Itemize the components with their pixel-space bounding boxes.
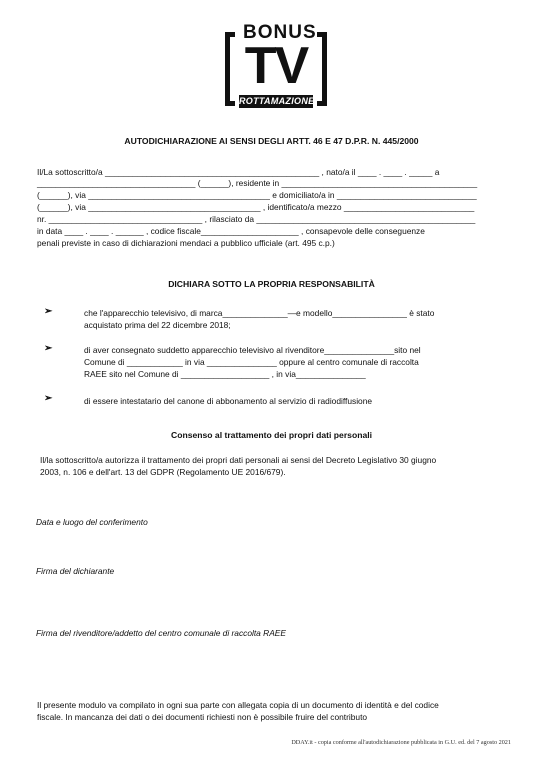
logo-bonus-text: BONUS: [243, 22, 317, 43]
consent-heading: Consenso al trattamento dei propri dati personali: [170, 430, 373, 440]
form-line: penali previste in caso di dichiarazioni mendaci a pubblico ufficiale (art. 495 c.p.): [37, 238, 335, 248]
consent-line: Il/la sottoscritto/a autorizza il trattamento dei propri dati personali ai sensi del Decreto Legislativo 30 giugno: [40, 455, 437, 465]
form-line: (______), via _____________________________________ , identificato/a mezzo ____________________________: [37, 202, 475, 212]
bullet-line: Comune di ____________ in via _______________ oppure al centro comunale di raccolta: [84, 357, 419, 367]
declaration-heading: DICHIARA SOTTO LA PROPRIA RESPONSABILITÀ: [168, 279, 375, 289]
bullet-arrow-icon: ➢: [44, 343, 53, 354]
form-line: (______), via _______________________________________ e domiciliato/a in ______________________________: [37, 190, 477, 200]
bullet-line: RAEE sito nel Comune di ___________________ , in via_______________: [84, 369, 366, 379]
note-line: Il presente modulo va compilato in ogni sua parte con allegata copia di un documento di identità e del codice: [37, 700, 439, 710]
form-line: in data ____ . ____ . ______ , codice fiscale_____________________ , consapevole delle conseguenze: [37, 226, 425, 236]
bullet-line: che l'apparecchio televisivo, di marca______________—e modello________________ è stato: [84, 308, 435, 318]
footer-note: DDAY.it - copia conforme all'autodichiarazione pubblicata in G.U. ed. del 7 agosto 2021: [291, 739, 511, 746]
bullet-line: di aver consegnato suddetto apparecchio televisivo al rivenditore_______________sito nel: [84, 345, 421, 355]
document-heading: AUTODICHIARAZIONE AI SENSI DEGLI ARTT. 46 E 47 D.P.R. N. 445/2000: [124, 136, 419, 146]
form-line: __________________________________ (______), residente in __________________________________________: [37, 178, 478, 188]
logo-subtitle: ROTTAMAZIONE: [239, 96, 315, 106]
declarant-signature-label: Firma del dichiarante: [36, 566, 115, 576]
bullet-arrow-icon: ➢: [44, 306, 53, 317]
consent-line: 2003, n. 106 e dell'art. 13 del GDPR (Regolamento UE 2016/679).: [40, 467, 286, 477]
bullet-line: acquistato prima del 22 dicembre 2018;: [84, 320, 231, 330]
bonus-tv-logo: [225, 23, 327, 115]
form-line: nr. _________________________________ , rilasciato da _______________________________________________: [37, 214, 476, 224]
bullet-line: di essere intestatario del canone di abbonamento al servizio di radiodiffusione: [84, 396, 373, 406]
place-date-field-label: Data e luogo del conferimento: [36, 517, 148, 527]
bullet-arrow-icon: ➢: [44, 393, 53, 404]
retailer-signature-label: Firma del rivenditore/addetto del centro comunale di raccolta RAEE: [36, 628, 286, 638]
logo-tv-text: TV: [244, 37, 308, 95]
form-line: Il/La sottoscritto/a ______________________________________________ , nato/a il ____ . ____ . _____ a: [37, 167, 440, 177]
note-line: fiscale. In mancanza dei dati o dei documenti richiesti non è possibile fruire del contributo: [37, 712, 368, 722]
